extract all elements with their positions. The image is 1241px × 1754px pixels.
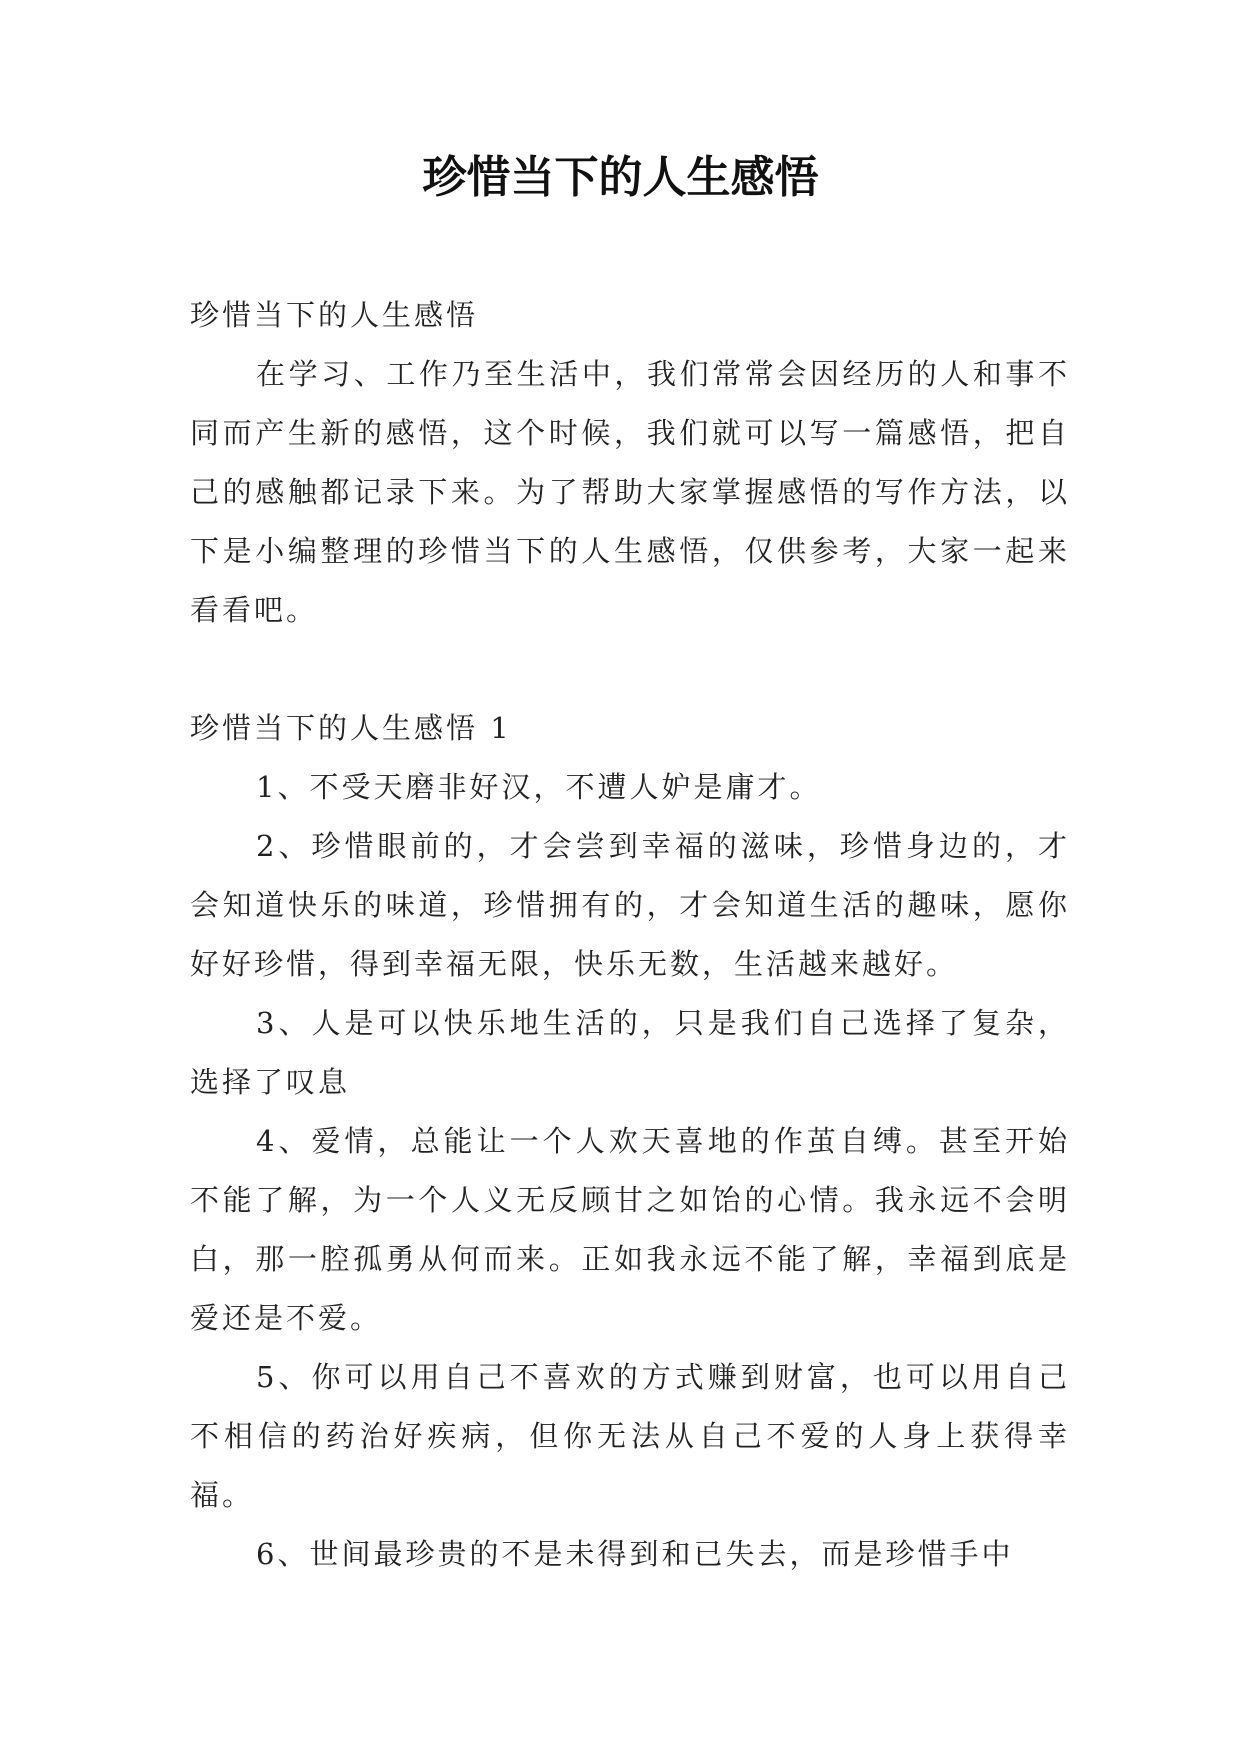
document-body xyxy=(190,286,1070,1584)
document-title: 珍惜当下的人生感悟 xyxy=(422,152,819,203)
list-item: 4、爱情，总能让一个人欢天喜地的作茧自缚。甚至开始不能了解，为一个人义无反顾甘之如饴的心情。我永远不会明白，那一腔孤勇从何而来。正如我永远不能了解，幸福到底是爱还是不爱。 xyxy=(190,1124,1070,1335)
section-spacer xyxy=(190,640,1070,699)
section-heading: 珍惜当下的人生感悟 1 xyxy=(190,711,512,745)
list-item: 3、人是可以快乐地生活的，只是我们自己选择了复杂，选择了叹息 xyxy=(190,1006,1070,1099)
list-item: 6、世间最珍贵的不是未得到和已失去，而是珍惜手中 xyxy=(256,1537,1014,1571)
intro-paragraph: 在学习、工作乃至生活中，我们常常会因经历的人和事不同而产生新的感悟，这个时候，我们就可以写一篇感悟，把自己的感触都记录下来。为了帮助大家掌握感悟的写作方法，以下是小编整理的珍惜当下的人生感悟，仅供参考，大家一起来看看吧。 xyxy=(190,357,1070,627)
list-item: 1、不受天磨非好汉，不遭人妒是庸才。 xyxy=(256,770,822,804)
list-item: 2、珍惜眼前的，才会尝到幸福的滋味，珍惜身边的，才会知道快乐的味道，珍惜拥有的，才会知道生活的趣味，愿你好好珍惜，得到幸福无限，快乐无数，生活越来越好。 xyxy=(190,829,1070,981)
subtitle: 珍惜当下的人生感悟 xyxy=(190,298,479,332)
list-item: 5、你可以用自己不喜欢的方式赚到财富，也可以用自己不相信的药治好疾病，但你无法从自己不爱的人身上获得幸福。 xyxy=(190,1360,1070,1512)
